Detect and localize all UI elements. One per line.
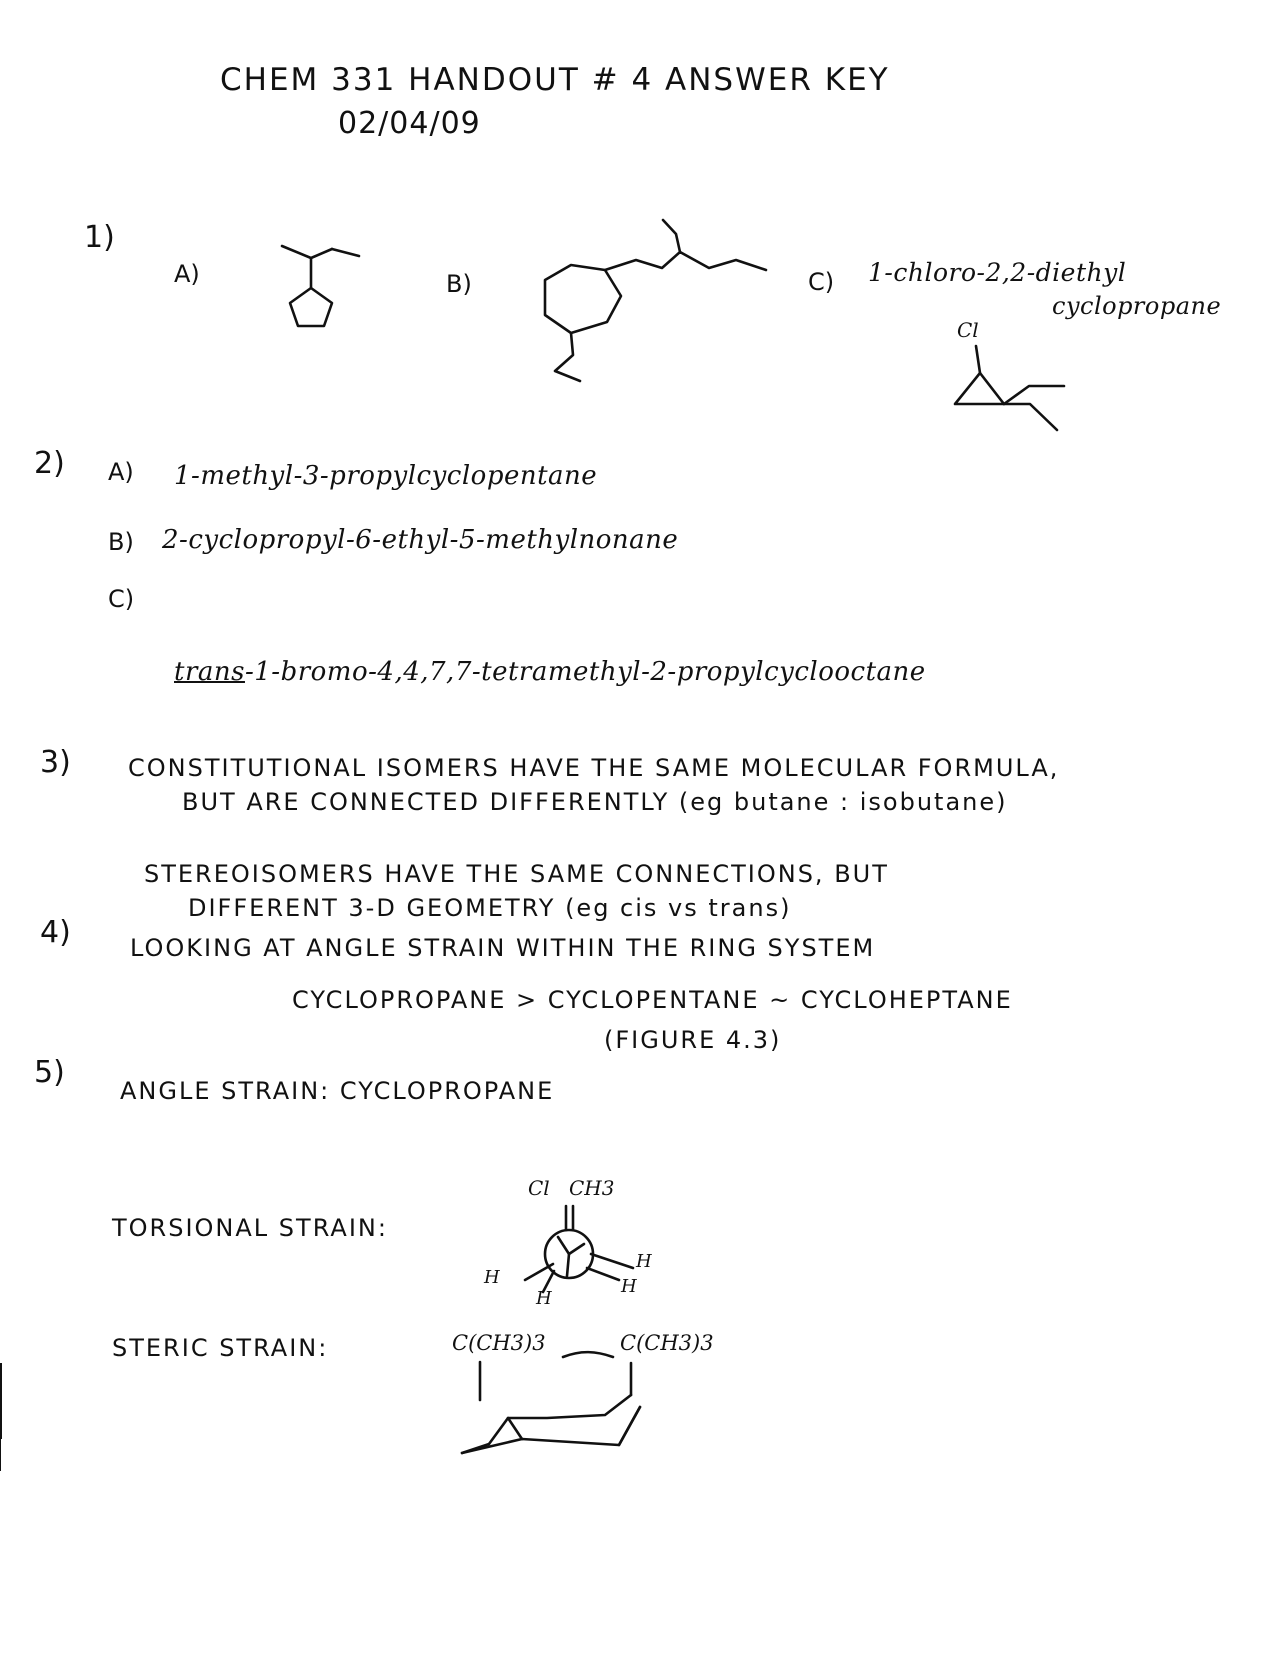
q4-line-3: (FIGURE 4.3) <box>604 1026 782 1054</box>
front-bond-bottom-left <box>543 1271 554 1292</box>
newman-h-right-label: H <box>636 1251 652 1272</box>
q1-c-chlorine-label: Cl <box>957 318 979 342</box>
ethyl-branch <box>663 220 680 252</box>
newman-h-bottom-right-label: H <box>621 1276 637 1297</box>
q1-b-label: B) <box>446 270 472 298</box>
handout-title: CHEM 331 HANDOUT # 4 ANSWER KEY <box>220 62 890 98</box>
newman-projection <box>505 1198 640 1308</box>
q5-angle-strain: ANGLE STRAIN: CYCLOPROPANE <box>120 1077 555 1105</box>
chair-right-group: C(CH3)3 <box>620 1331 714 1355</box>
chlorine-bond <box>976 346 980 373</box>
q3-line-3: STEREOISOMERS HAVE THE SAME CONNECTIONS, BUT <box>144 860 889 888</box>
q3-line-2: BUT ARE CONNECTED DIFFERENTLY (eg butane : isobutane) <box>182 788 1008 816</box>
q2-a-label: A) <box>108 458 134 486</box>
ring-substituent <box>555 333 580 381</box>
q1-c-structure <box>948 346 1066 408</box>
q1-c-name-line-1: 1-chloro-2,2-diethyl <box>868 258 1127 287</box>
q2-b-label: B) <box>108 528 134 556</box>
q3-line-1: CONSTITUTIONAL ISOMERS HAVE THE SAME MOLECULAR FORMULA, <box>128 754 1060 782</box>
q2-c-label: C) <box>108 585 135 613</box>
cyclopropane-ring <box>955 373 1004 404</box>
q4-line-1: LOOKING AT ANGLE STRAIN WITHIN THE RING SYSTEM <box>130 934 876 962</box>
q3-line-4: DIFFERENT 3-D GEOMETRY (eg cis vs trans) <box>188 894 792 922</box>
cyclopentane-ring <box>290 288 332 326</box>
scan-edge-mark-2 <box>0 1403 1 1471</box>
q2-c-trans-prefix: trans <box>174 657 245 687</box>
newman-cl-label: Cl <box>528 1176 550 1200</box>
chair-right-return <box>619 1407 640 1445</box>
newman-h-left-label: H <box>484 1267 500 1288</box>
handout-date: 02/04/09 <box>338 106 481 141</box>
steric-interaction-curve <box>563 1352 613 1357</box>
q2-number: 2) <box>34 446 65 481</box>
center-bond-3 <box>567 1254 569 1276</box>
chair-middle-bond <box>508 1418 522 1439</box>
newman-ch3-label: CH3 <box>569 1176 615 1200</box>
newman-h-bottom-left-label: H <box>536 1288 552 1309</box>
back-bond-right <box>591 1254 633 1268</box>
q3-number: 3) <box>40 745 71 780</box>
substituent-bond-3 <box>311 249 332 258</box>
center-bond-2 <box>569 1244 584 1254</box>
q1-b-structure <box>520 220 780 390</box>
q2-a-answer: 1-methyl-3-propylcyclopentane <box>174 461 598 491</box>
q2-c-answer <box>174 657 926 687</box>
cycloheptane-ring <box>545 265 621 333</box>
q5-torsional-label: TORSIONAL STRAIN: <box>112 1214 388 1242</box>
ethyl-group-1 <box>1004 386 1064 404</box>
substituent-bond-4 <box>332 249 359 256</box>
q5-steric-label: STERIC STRAIN: <box>112 1334 329 1362</box>
substituent-bond-2 <box>282 246 311 258</box>
q1-a-label: A) <box>174 260 200 288</box>
chair-bottom-edge <box>462 1407 640 1453</box>
q2-b-answer: 2-cyclopropyl-6-ethyl-5-methylnonane <box>162 525 679 555</box>
q1-number: 1) <box>84 220 115 255</box>
q1-a-structure <box>262 236 362 326</box>
q1-c-name-line-2: cyclopropane <box>1052 292 1222 320</box>
q4-line-2: CYCLOPROPANE > CYCLOPENTANE ~ CYCLOHEPTANE <box>292 986 1013 1014</box>
steric-chair-conformation <box>455 1345 685 1485</box>
front-bond-left <box>525 1264 553 1280</box>
q5-number: 5) <box>34 1055 65 1090</box>
front-bond-bottom-right <box>587 1268 619 1280</box>
center-bond-1 <box>558 1237 569 1254</box>
q1-c-label: C) <box>808 268 835 296</box>
chair-left-group: C(CH3)3 <box>452 1331 546 1355</box>
q4-number: 4) <box>40 915 71 950</box>
q2-c-answer-rest: -1-bromo-4,4,7,7-tetramethyl-2-propylcyclooctane <box>244 657 926 687</box>
ethyl-group-2 <box>1004 404 1057 430</box>
main-chain <box>605 252 766 270</box>
